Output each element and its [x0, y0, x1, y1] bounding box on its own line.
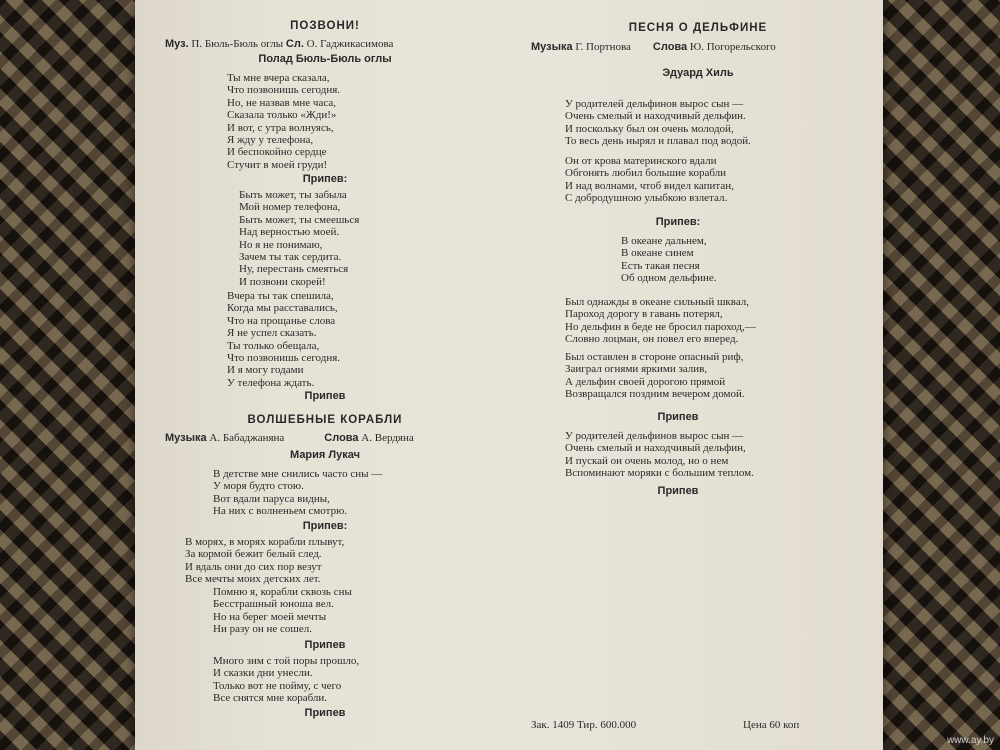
words-prefix: Слова: [324, 432, 359, 444]
song1-chorus-label: Припев:: [302, 173, 348, 185]
song3-chorus-mid: Припев: [657, 411, 699, 423]
song1-chorus: Быть может, ты забыла Мой номер телефона, Быть может, ты смеешься Над верностью моей. Но я не понимаю, Зачем ты так сердита. Ну, перестань смеяться И позвони скорей!: [239, 189, 360, 288]
song2-performer: Мария Лукач: [290, 449, 360, 461]
song3-credits: [531, 41, 776, 53]
song2-title: ВОЛШЕБНЫЕ КОРАБЛИ: [247, 414, 403, 426]
print-order-info: Зак. 1409 Тир. 600.000: [531, 719, 637, 731]
words-prefix: Слова: [652, 41, 688, 53]
song3-chorus-label: Припев:: [655, 216, 701, 228]
song1-credits: [165, 38, 393, 50]
song3-verse1: У родителей дельфинов вырос сын — Очень смелый и находчивый дельфин. И поскольку был он очень молодой, То весь день нырял и плавал под водой.: [565, 98, 751, 148]
song2-verse1: В детстве мне снились часто сны — У моря будто стою. Вот вдали паруса видны, На них с волненьем смотрю.: [213, 468, 383, 518]
song2-chorus-label: Припев:: [302, 520, 348, 532]
music-author: А. Бабаджаняна: [209, 432, 285, 444]
words-prefix: Сл.: [285, 38, 304, 50]
song2-verse2: Помню я, корабли сквозь сны Бесстрашный юноша вел. Но на берег моей мечты Ни разу он не сошел.: [213, 586, 352, 636]
music-prefix: Музыка: [165, 432, 207, 444]
song2-chorus-end: Припев: [304, 707, 346, 719]
record-sleeve-page: [135, 0, 883, 750]
song2-verse3: Много зим с той поры прошло, И сказки дни унесли. Только вот не пойму, с чего Все снятся мне корабли.: [213, 655, 360, 705]
song3-title: ПЕСНЯ О ДЕЛЬФИНЕ: [628, 22, 768, 34]
song1-chorus-end: Припев: [304, 390, 346, 402]
song1-verse2: Вчера ты так спешила, Когда мы расставались, Что на прощанье слова Я не успел сказать. Ты только обещала, Что позвонишь сегодня. И я могу годами У телефона ждать.: [227, 290, 341, 389]
song2-chorus: В морях, в морях корабли плывут, За кормой бежит белый след. И вдаль они до сих пор везут Все мечты моих детских лет.: [185, 536, 345, 586]
words-author: О. Гаджикасимова: [306, 38, 394, 50]
watermark: www.ay.by: [946, 735, 994, 746]
song3-chorus-end: Припев: [657, 485, 699, 497]
song1-verse1: Ты мне вчера сказала, Что позвонишь сегодня. Но, не назвав мне часа, Сказала только «Жди!» И вот, с утра волнуясь, Я жду у телефона, И беспокойно сердце Стучит в моей груди!: [227, 72, 341, 171]
music-author: Г. Портнова: [575, 41, 631, 53]
song3-performer: Эдуард Хиль: [662, 67, 734, 79]
song2-chorus-mid: Припев: [304, 639, 346, 651]
song3-verse3: Был однажды в океане сильный шквал, Пароход дорогу в гавань потерял, Но дельфин в беде не бросил пароход,— Словно лоцман, он повел его вперед.: [565, 296, 756, 346]
song3-verse4: Был оставлен в стороне опасный риф, Заиграл огнями яркими залив, А дельфин своей дорогою прямой Возвращался поздним вечером домой.: [565, 351, 745, 401]
music-prefix: Муз.: [165, 38, 189, 50]
song2-credits: [165, 432, 414, 444]
price: Цена 60 коп: [743, 719, 800, 731]
words-author: А. Вердяна: [361, 432, 414, 444]
words-author: Ю. Погорельского: [689, 41, 776, 53]
song3-verse5: У родителей дельфинов вырос сын — Очень смелый и находчивый дельфин, И пускай он очень молод, но о нем Вспоминают моряки с большим теплом.: [565, 430, 754, 480]
music-author: П. Бюль-Бюль оглы: [191, 38, 284, 50]
song1-performer: Полад Бюль-Бюль оглы: [258, 53, 392, 65]
song3-chorus: В океане дальнем, В океане синем Есть такая песня Об одном дельфине.: [621, 235, 717, 285]
music-prefix: Музыка: [531, 41, 573, 53]
song1-title: ПОЗВОНИ!: [290, 20, 360, 32]
song3-verse2: Он от крова материнского вдали Обгонять любил большие корабли И над волнами, чтоб видел капитан, С добродушною улыбкою взлетал.: [565, 155, 734, 205]
